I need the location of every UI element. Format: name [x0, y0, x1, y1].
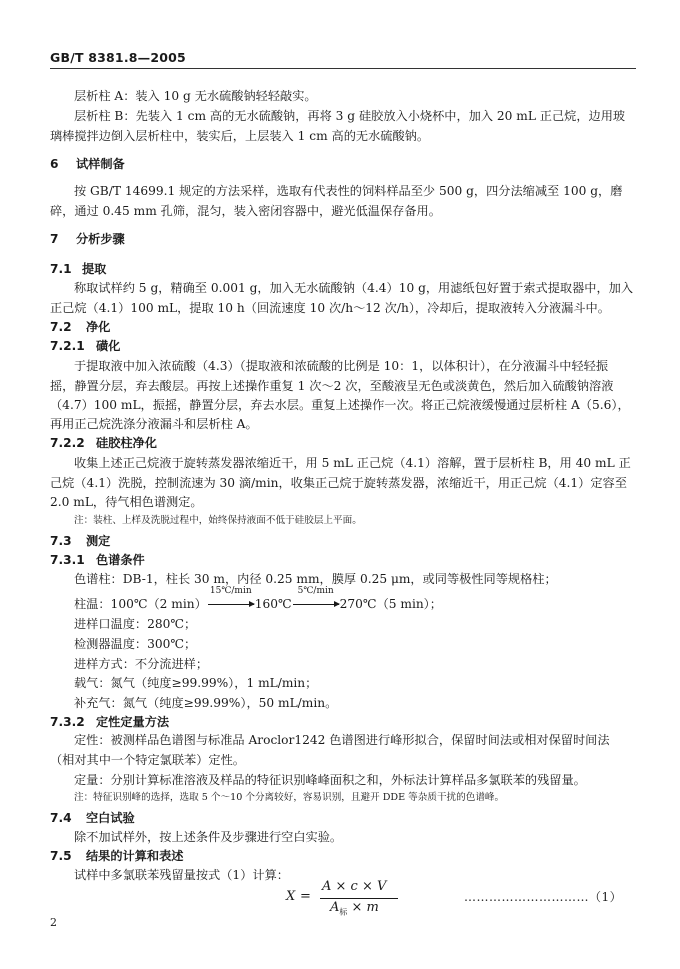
heading-number: 7.1 — [50, 262, 72, 276]
paragraph-line: 2.0 mL，待气相色谱测定。 — [50, 495, 203, 509]
denominator-a: A — [330, 900, 340, 915]
heading-title: 结果的计算和表述 — [86, 849, 184, 863]
section-heading — [50, 809, 135, 828]
paragraph-line: 于提取液中加入浓硫酸（4.3）（提取液和浓硫酸的比例是 10：1，以体积计），在分液漏斗中轻轻振 — [74, 359, 609, 373]
section-heading — [50, 318, 110, 337]
section-heading — [50, 260, 106, 279]
heading-title: 色谱条件 — [96, 553, 145, 567]
page-number: 2 — [50, 916, 57, 929]
oven-end: 270℃（5 min）； — [339, 597, 442, 611]
arrow-icon — [208, 604, 254, 605]
formula-equals: = — [300, 889, 311, 904]
heading-number: 7.2 — [50, 320, 72, 334]
paragraph-line: 除不加试样外，按上述条件及步骤进行空白实验。 — [74, 830, 343, 844]
paragraph-line: 进样方式：不分流进样； — [74, 657, 209, 671]
paragraph-line: 璃棒搅拌边倒入层析柱中，装实后，上层装入 1 cm 高的无水硫酸钠。 — [50, 129, 430, 143]
denominator-subscript: 标 — [339, 907, 348, 917]
paragraph-line: （相对其中一个特定氯联苯）定性。 — [50, 753, 245, 767]
heading-title: 空白试验 — [86, 811, 135, 825]
paragraph-line: 补充气：氮气（纯度≥99.99%），50 mL/min。 — [74, 696, 338, 710]
formula-numerator: A × c × V — [322, 879, 387, 894]
paragraph-line: 载气：氮气（纯度≥99.99%），1 mL/min； — [74, 676, 318, 690]
heading-title: 定性定量方法 — [96, 715, 170, 729]
ramp-rate-2: 5℃/min — [297, 586, 334, 596]
paragraph-line: 定性：被测样品色谱图与标准品 Aroclor1242 色谱图进行峰形拟合，保留时间法或相对保留时间法 — [74, 733, 610, 747]
section-heading — [50, 532, 110, 551]
heading-number: 6 — [50, 157, 59, 171]
section-heading — [50, 847, 184, 866]
paragraph-line: 色谱柱：DB-1，柱长 30 m，内径 0.25 mm，膜厚 0.25 μm，或同等极性同等规格柱； — [74, 572, 557, 586]
section-heading — [50, 230, 125, 249]
ramp-arrow-1 — [207, 586, 255, 614]
heading-title: 测定 — [86, 534, 111, 548]
heading-number: 7.3.1 — [50, 553, 85, 567]
paragraph-line: 定量：分别计算标准溶液及样品的特征识别峰峰面积之和，外标法计算样品多氯联苯的残留量。 — [74, 773, 586, 787]
formula-denominator — [330, 900, 379, 918]
paragraph-line: 层析柱 A：装入 10 g 无水硫酸钠轻轻敲实。 — [74, 89, 317, 103]
paragraph-line: 进样口温度：280℃； — [74, 617, 197, 631]
paragraph-line: 正己烷（4.1）100 mL，提取 10 h（回流速度 10 次/h～12 次/h），冷却后，提取液转入分液漏斗中。 — [50, 301, 610, 315]
heading-number: 7.5 — [50, 849, 72, 863]
paragraph-line: 层析柱 B：先装入 1 cm 高的无水硫酸钠，再将 3 g 硅胶放入小烧杯中，加入 20 mL 正己烷，边用玻 — [74, 109, 626, 123]
section-heading — [50, 551, 145, 570]
heading-title: 试样制备 — [76, 157, 125, 171]
heading-number: 7.3.2 — [50, 715, 85, 729]
paragraph-line: 试样中多氯联苯残留量按式（1）计算： — [74, 868, 289, 882]
paragraph-line: 再用正己烷洗涤分液漏斗和层析柱 A。 — [50, 417, 258, 431]
section-heading — [50, 434, 157, 453]
heading-number: 7.2.2 — [50, 436, 85, 450]
paragraph-line: 己烷（4.1）洗脱，控制流速为 30 滴/min，收集正己烷于旋转蒸发器，浓缩近干，用正己烷（4.1）定容至 — [50, 476, 627, 490]
section-heading — [50, 713, 169, 732]
note: 注：特征识别峰的选择，选取 5 个～10 个分离较好，容易识别，且避开 DDE 等杂质干扰的色谱峰。 — [74, 792, 505, 803]
ramp-rate-1: 15℃/min — [209, 586, 252, 596]
paragraph-line: 称取试样约 5 g，精确至 0.001 g，加入无水硫酸钠（4.4）10 g，用滤纸包好置于索式提取器中，加入 — [74, 281, 634, 295]
heading-title: 净化 — [86, 320, 111, 334]
oven-program — [74, 586, 442, 614]
denominator-rest: × m — [347, 900, 379, 915]
heading-title: 分析步骤 — [76, 232, 125, 246]
heading-number: 7.2.1 — [50, 339, 85, 353]
arrow-icon — [293, 604, 339, 605]
equation-number: …………………………（1） — [464, 890, 623, 904]
paragraph-line: 检测器温度：300℃； — [74, 637, 197, 651]
paragraph-line: （4.7）100 mL，振摇，静置分层，弃去水层。重复上述操作一次。将正己烷液缓慢通过层析柱 A（5.6）， — [50, 398, 630, 412]
ramp-arrow-2 — [292, 586, 340, 614]
fraction-bar — [320, 898, 398, 899]
heading-title: 提取 — [82, 262, 107, 276]
oven-mid: 160℃ — [254, 597, 292, 611]
heading-title: 硅胶柱净化 — [96, 436, 157, 450]
paragraph-line: 摇，静置分层，弃去酸层。再按上述操作重复 1 次～2 次，至酸液呈无色或淡黄色，然后加入硫酸钠溶液 — [50, 379, 614, 393]
page-header: GB/T 8381.8—2005 — [50, 50, 186, 65]
formula-lhs: X — [286, 889, 296, 904]
paragraph-line: 收集上述正己烷液于旋转蒸发器浓缩近干，用 5 mL 正己烷（4.1）溶解，置于层析柱 B，用 40 mL 正 — [74, 456, 631, 470]
heading-title: 磺化 — [96, 339, 121, 353]
oven-start: 柱温：100℃（2 min） — [74, 597, 207, 611]
paragraph-line: 碎，通过 0.45 mm 孔筛，混匀，装入密闭容器中，避光低温保存备用。 — [50, 204, 441, 218]
paragraph-line: 按 GB/T 14699.1 规定的方法采样，选取有代表性的饲料样品至少 500 g，四分法缩减至 100 g，磨 — [74, 184, 623, 198]
header-rule — [50, 68, 636, 69]
heading-number: 7.3 — [50, 534, 72, 548]
note: 注：装柱、上样及洗脱过程中，始终保持液面不低于硅胶层上平面。 — [74, 515, 362, 526]
section-heading — [50, 337, 120, 356]
heading-number: 7.4 — [50, 811, 72, 825]
section-heading — [50, 155, 125, 174]
heading-number: 7 — [50, 232, 59, 246]
